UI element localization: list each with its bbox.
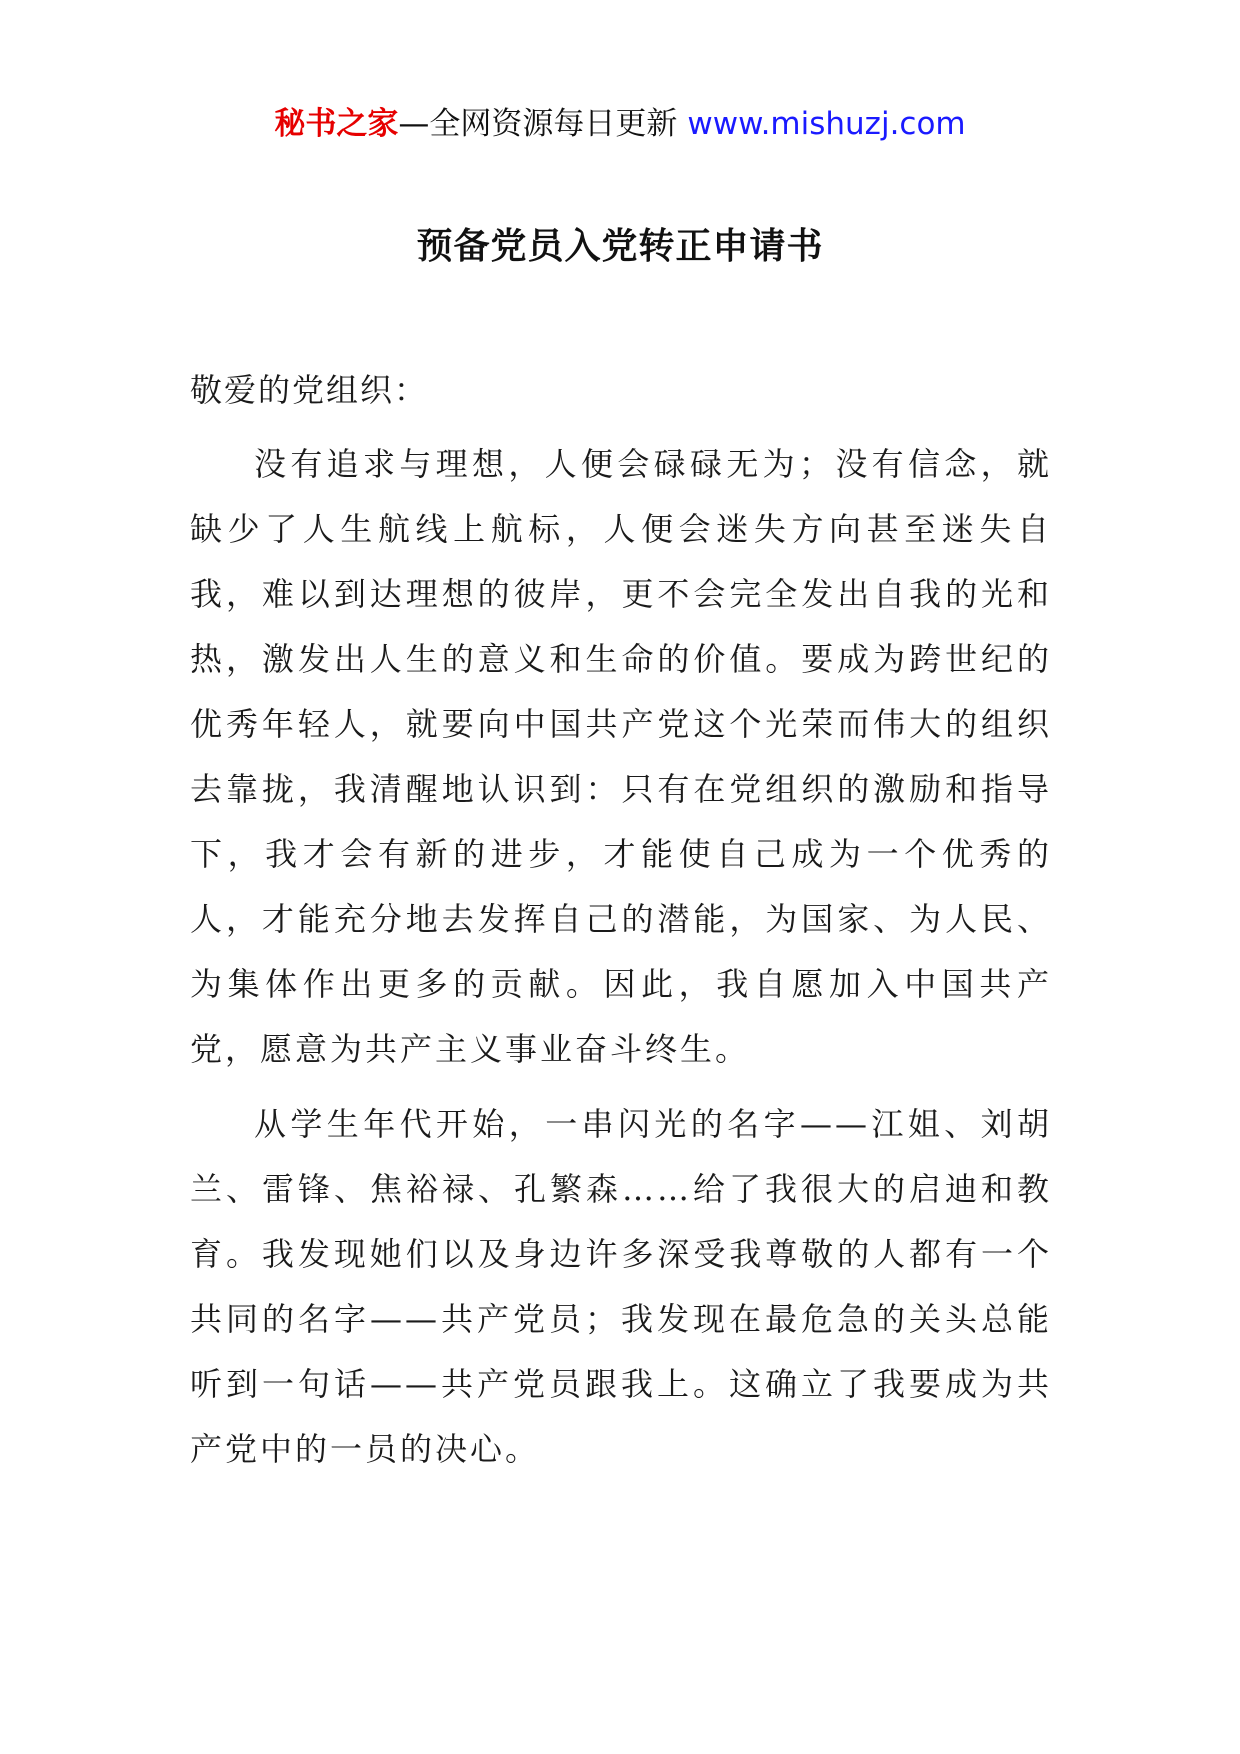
document-body <box>190 358 1052 1492</box>
body-paragraph: 从学生年代开始，一串闪光的名字——江姐、刘胡兰、雷锋、焦裕禄、孔繁森……给了我很大的启迪和教育。我发现她们以及身边许多深受我尊敬的人都有一个共同的名字——共产党员；我发现在最危急的关头总能听到一句话——共产党员跟我上。这确立了我要成为共产党中的一员的决心。 <box>190 1105 1052 1468</box>
site-header <box>0 100 1240 148</box>
salutation: 敬爱的党组织： <box>190 371 429 409</box>
document-title: 预备党员入党转正申请书 <box>416 225 824 268</box>
site-brand: 秘书之家 <box>274 106 399 142</box>
site-url-link[interactable]: www.mishuzj.com <box>687 106 966 142</box>
body-paragraph: 没有追求与理想，人便会碌碌无为；没有信念，就缺少了人生航线上航标，人便会迷失方向甚至迷失自我，难以到达理想的彼岸，更不会完全发出自我的光和热，激发出人生的意义和生命的价值。要成为跨世纪的优秀年轻人，就要向中国共产党这个光荣而伟大的组织去靠拢，我清醒地认识到：只有在党组织的激励和指导下，我才会有新的进步，才能使自己成为一个优秀的人，才能充分地去发挥自己的潜能，为国家、为人民、为集体作出更多的贡献。因此，我自愿加入中国共产党，愿意为共产主义事业奋斗终生。 <box>190 445 1052 1068</box>
site-tagline: —全网资源每日更新 <box>398 106 678 142</box>
